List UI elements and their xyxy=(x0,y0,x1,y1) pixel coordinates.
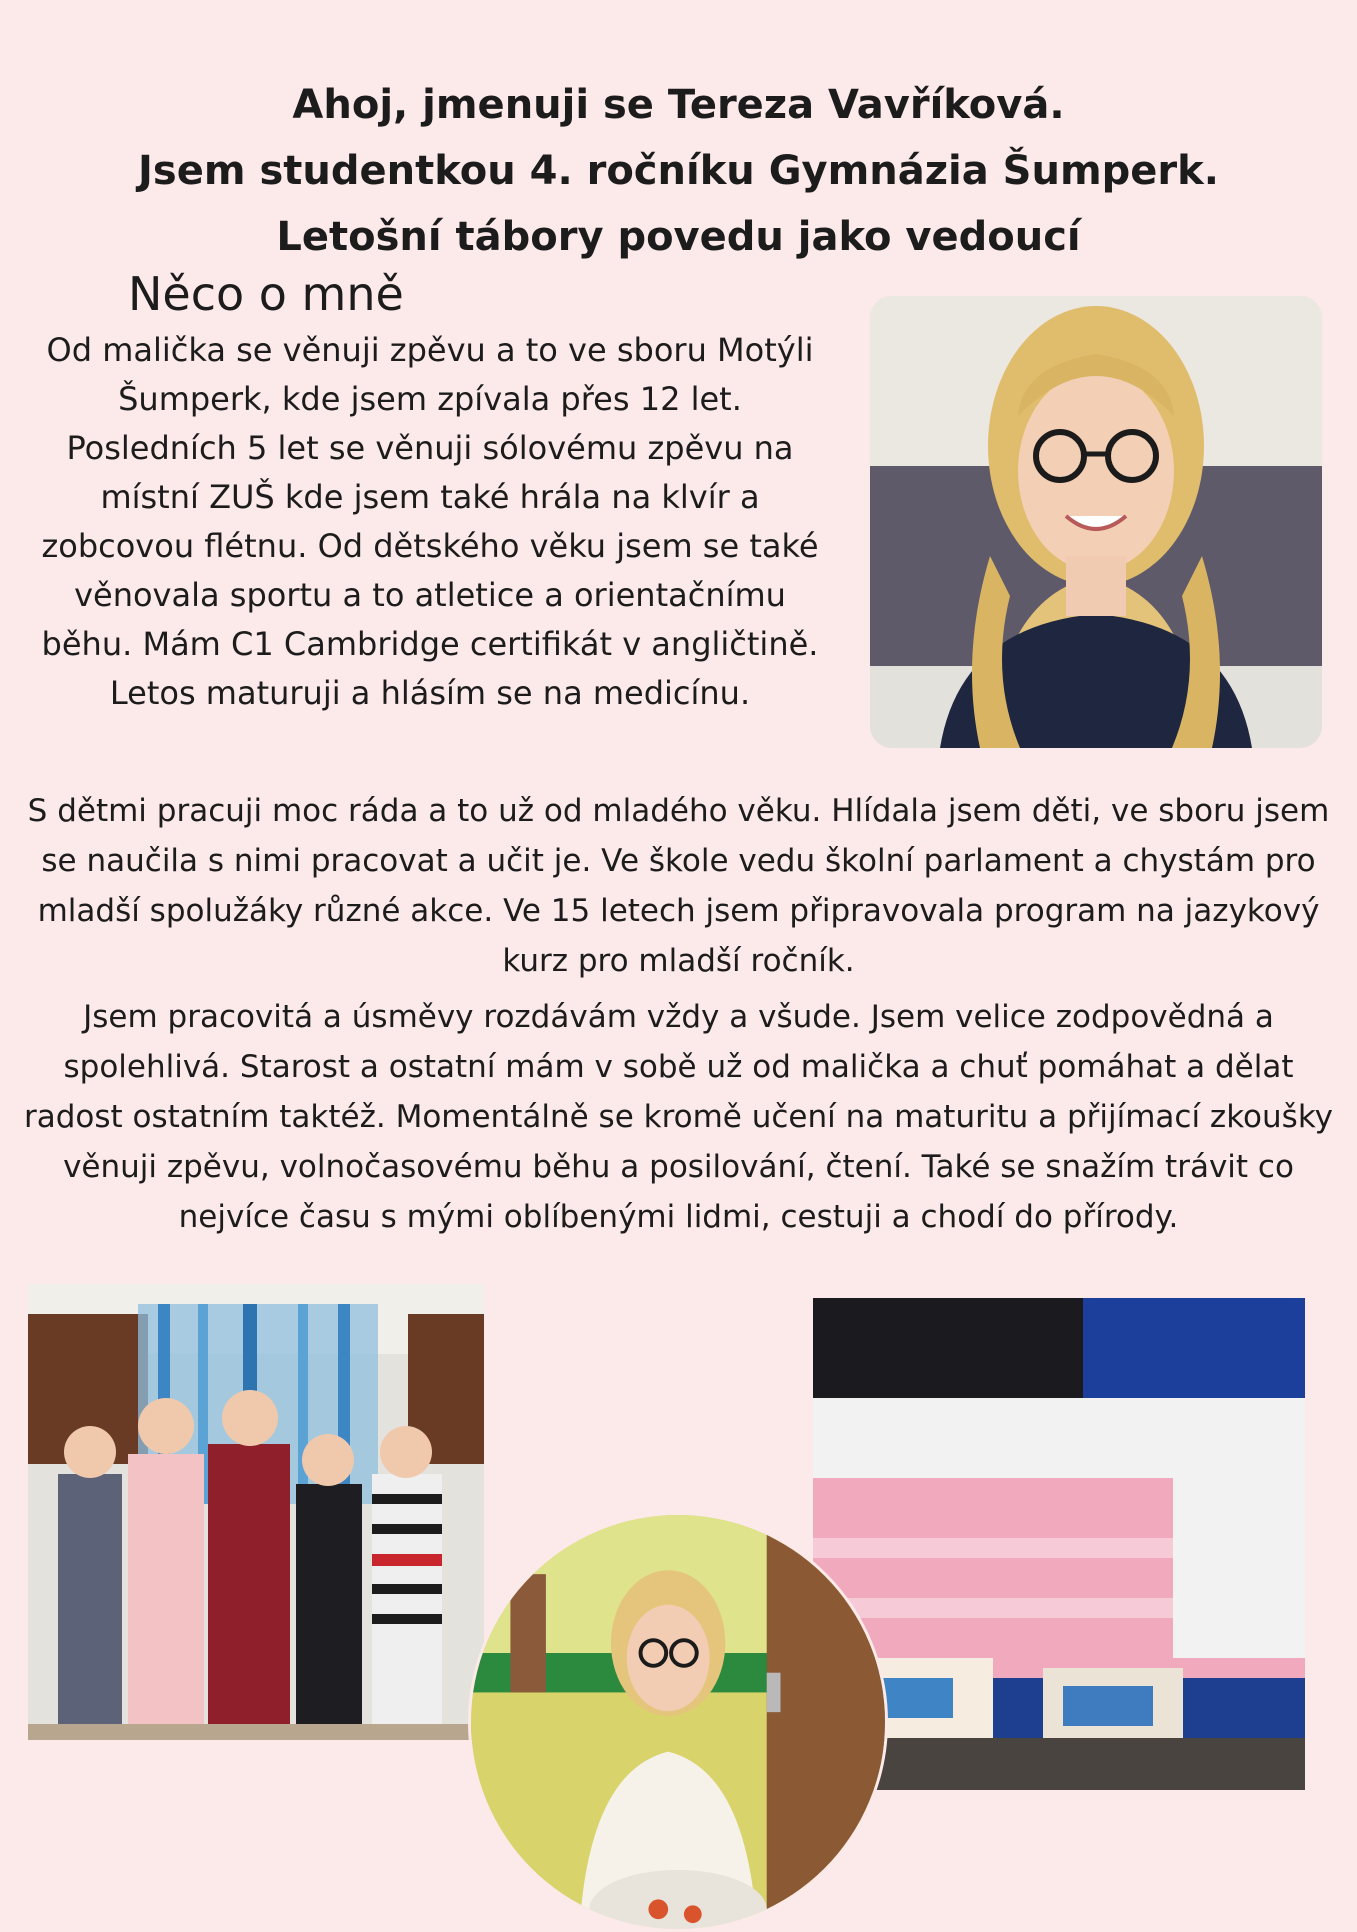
portrait-photo xyxy=(870,296,1322,748)
page-header xyxy=(0,72,1357,270)
intro-text: Od malička se věnuji zpěvu a to ve sboru Motýli Šumperk, kde jsem zpívala přes 12 let. Posledních 5 let se věnuji sólovému zpěvu na místní ZUŠ kde jsem také hrála na klvír a zobcovou flétnu. Od dětského věku jsem se také věnovala sportu a to atletice a orientačnímu běhu. Mám C1 Cambridge certifikát v angličtině. Letos maturuji a hlásím se na medicínu. xyxy=(41,331,819,712)
group-photo xyxy=(28,1284,484,1740)
header-line-2: Jsem studentkou 4. ročníku Gymnázia Šumperk. xyxy=(138,148,1219,194)
section-title: Něco o mně xyxy=(128,267,404,321)
header-line-3: Letošní tábory povedu jako vedoucí xyxy=(276,214,1081,260)
paragraph-personality: Jsem pracovitá a úsměvy rozdávám vždy a všude. Jsem velice zodpovědná a spolehlivá. Starost a ostatní mám v sobě už od malička a chuť pomáhat a dělat radost ostatním taktéž. Momentálně se kromě učení na maturitu a přijímací zkoušky věnuji zpěvu, volnočasovému běhu a posilování, čtení. Také se snažím trávit co nejvíce času s mými oblíbenými lidmi, cestuji a chodí do přírody. xyxy=(23,999,1334,1235)
paragraph-work-with-children: S dětmi pracuji moc ráda a to už od mladého věku. Hlídala jsem děti, ve sboru jsem se naučila s nimi pracovat a učit je. Ve škole vedu školní parlament a chystám pro mladší spolužáky různé akce. Ve 15 letech jsem připravovala program na jazykový kurz pro mladší ročník. xyxy=(27,793,1330,979)
circle-photo xyxy=(468,1512,888,1932)
header-line-1: Ahoj, jmenuji se Tereza Vavříková. xyxy=(292,82,1065,128)
